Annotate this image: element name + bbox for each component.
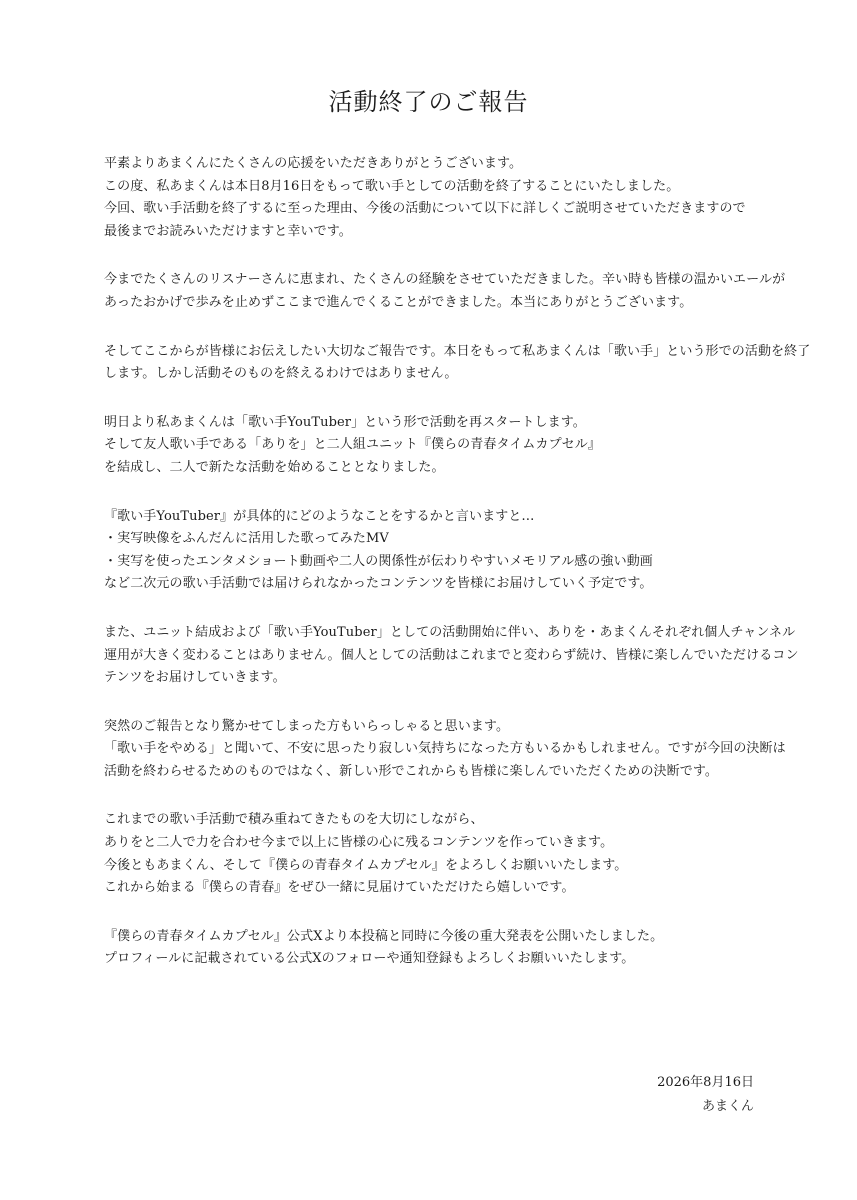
text-line: そして友人歌い手である「ありを」と二人組ユニット『僕らの青春タイムカプセル』 — [104, 437, 601, 453]
text-line: また、ユニット結成および「歌い手YouTuber」としての活動開始に伴い、ありを・あまくんそれぞれ個人チャンネル — [104, 624, 796, 640]
text-line: 明日より私あまくんは「歌い手YouTuber」という形で活動を再スタートします。 — [104, 414, 586, 430]
text-line: 活動を終わらせるためのものではなく、新しい形でこれからも皆様に楽しんでいただくための決断です。 — [104, 763, 719, 779]
text-line: します。しかし活動そのものを終えるわけではありません。 — [104, 366, 458, 382]
paragraph — [104, 716, 786, 784]
text-line: など二次元の歌い手活動では届けられなかったコンテンツを皆様にお届けしていく予定です。 — [104, 576, 653, 592]
document-body — [104, 153, 811, 997]
text-line: これまでの歌い手活動で積み重ねてきたものを大切にしながら、 — [104, 812, 484, 828]
text-line: 今までたくさんのリスナーさんに恵まれ、たくさんの経験をさせていただきました。辛い時も皆様の温かいエールが — [104, 272, 786, 288]
text-line: 平素よりあまくんにたくさんの応援をいただきありがとうございます。 — [104, 156, 523, 171]
text-line: ・実写を使ったエンタメショート動画や二人の関係性が伝わりやすいメモリアル感の強い動画 — [104, 553, 653, 569]
paragraph — [104, 622, 799, 690]
paragraph — [104, 809, 764, 899]
text-line: ありをと二人で力を合わせ今まで以上に皆様の心に残るコンテンツを作っていきます。 — [104, 835, 614, 851]
document-date: 2026年8月16日 — [657, 1075, 754, 1090]
paragraph — [104, 341, 811, 386]
paragraph — [104, 412, 764, 480]
paragraph — [104, 506, 764, 596]
text-line: 最後までお読みいただけますと幸いです。 — [104, 223, 352, 239]
text-line: これから始まる『僕らの青春』をぜひ一緒に見届けていただけたら嬉しいです。 — [104, 880, 575, 896]
paragraph — [104, 926, 764, 971]
document-footer — [657, 1071, 754, 1119]
document-title: 活動終了のご報告 — [328, 88, 529, 116]
text-line: プロフィールに記載されている公式Xのフォローや通知登録もよろしくお願いいたします。 — [104, 951, 635, 967]
text-line: この度、私あまくんは本日8月16日をもって歌い手としての活動を終了することにいたしました。 — [104, 178, 680, 194]
text-line: 突然のご報告となり驚かせてしまった方もいらっしゃると思います。 — [104, 718, 510, 734]
text-line: を結成し、二人で新たな活動を始めることとなりました。 — [104, 459, 445, 475]
text-line: 今後ともあまくん、そして『僕らの青春タイムカプセル』をよろしくお願いいたします。 — [104, 857, 628, 873]
paragraph — [104, 269, 786, 314]
text-line: あったおかげで歩みを止めずここまで進んでくることができました。本当にありがとうございます。 — [104, 294, 693, 310]
text-line: 『僕らの青春タイムカプセル』公式Xより本投稿と同時に今後の重大発表を公開いたしました。 — [104, 928, 664, 944]
text-line: 運用が大きく変わることはありません。個人としての活動はこれまでと変わらず続け、皆様に楽しんでいただけるコン — [104, 647, 799, 663]
text-line: 「歌い手をやめる」と聞いて、不安に思ったり寂しい気持ちになった方もいるかもしれません。ですが今回の決断は — [104, 741, 786, 757]
text-line: そしてここからが皆様にお伝えしたい大切なご報告です。本日をもって私あまくんは「歌い手」という形での活動を終了 — [104, 343, 811, 359]
text-line: 今回、歌い手活動を終了するに至った理由、今後の活動について以下に詳しくご説明させていただきますので — [104, 201, 746, 217]
text-line: 『歌い手YouTuber』が具体的にどのようなことをするかと言いますと… — [104, 508, 535, 524]
text-line: ・実写映像をふんだんに活用した歌ってみたMV — [104, 531, 389, 547]
paragraph — [104, 153, 764, 243]
document-signature: あまくん — [701, 1099, 754, 1114]
text-line: テンツをお届けしていきます。 — [104, 670, 286, 686]
